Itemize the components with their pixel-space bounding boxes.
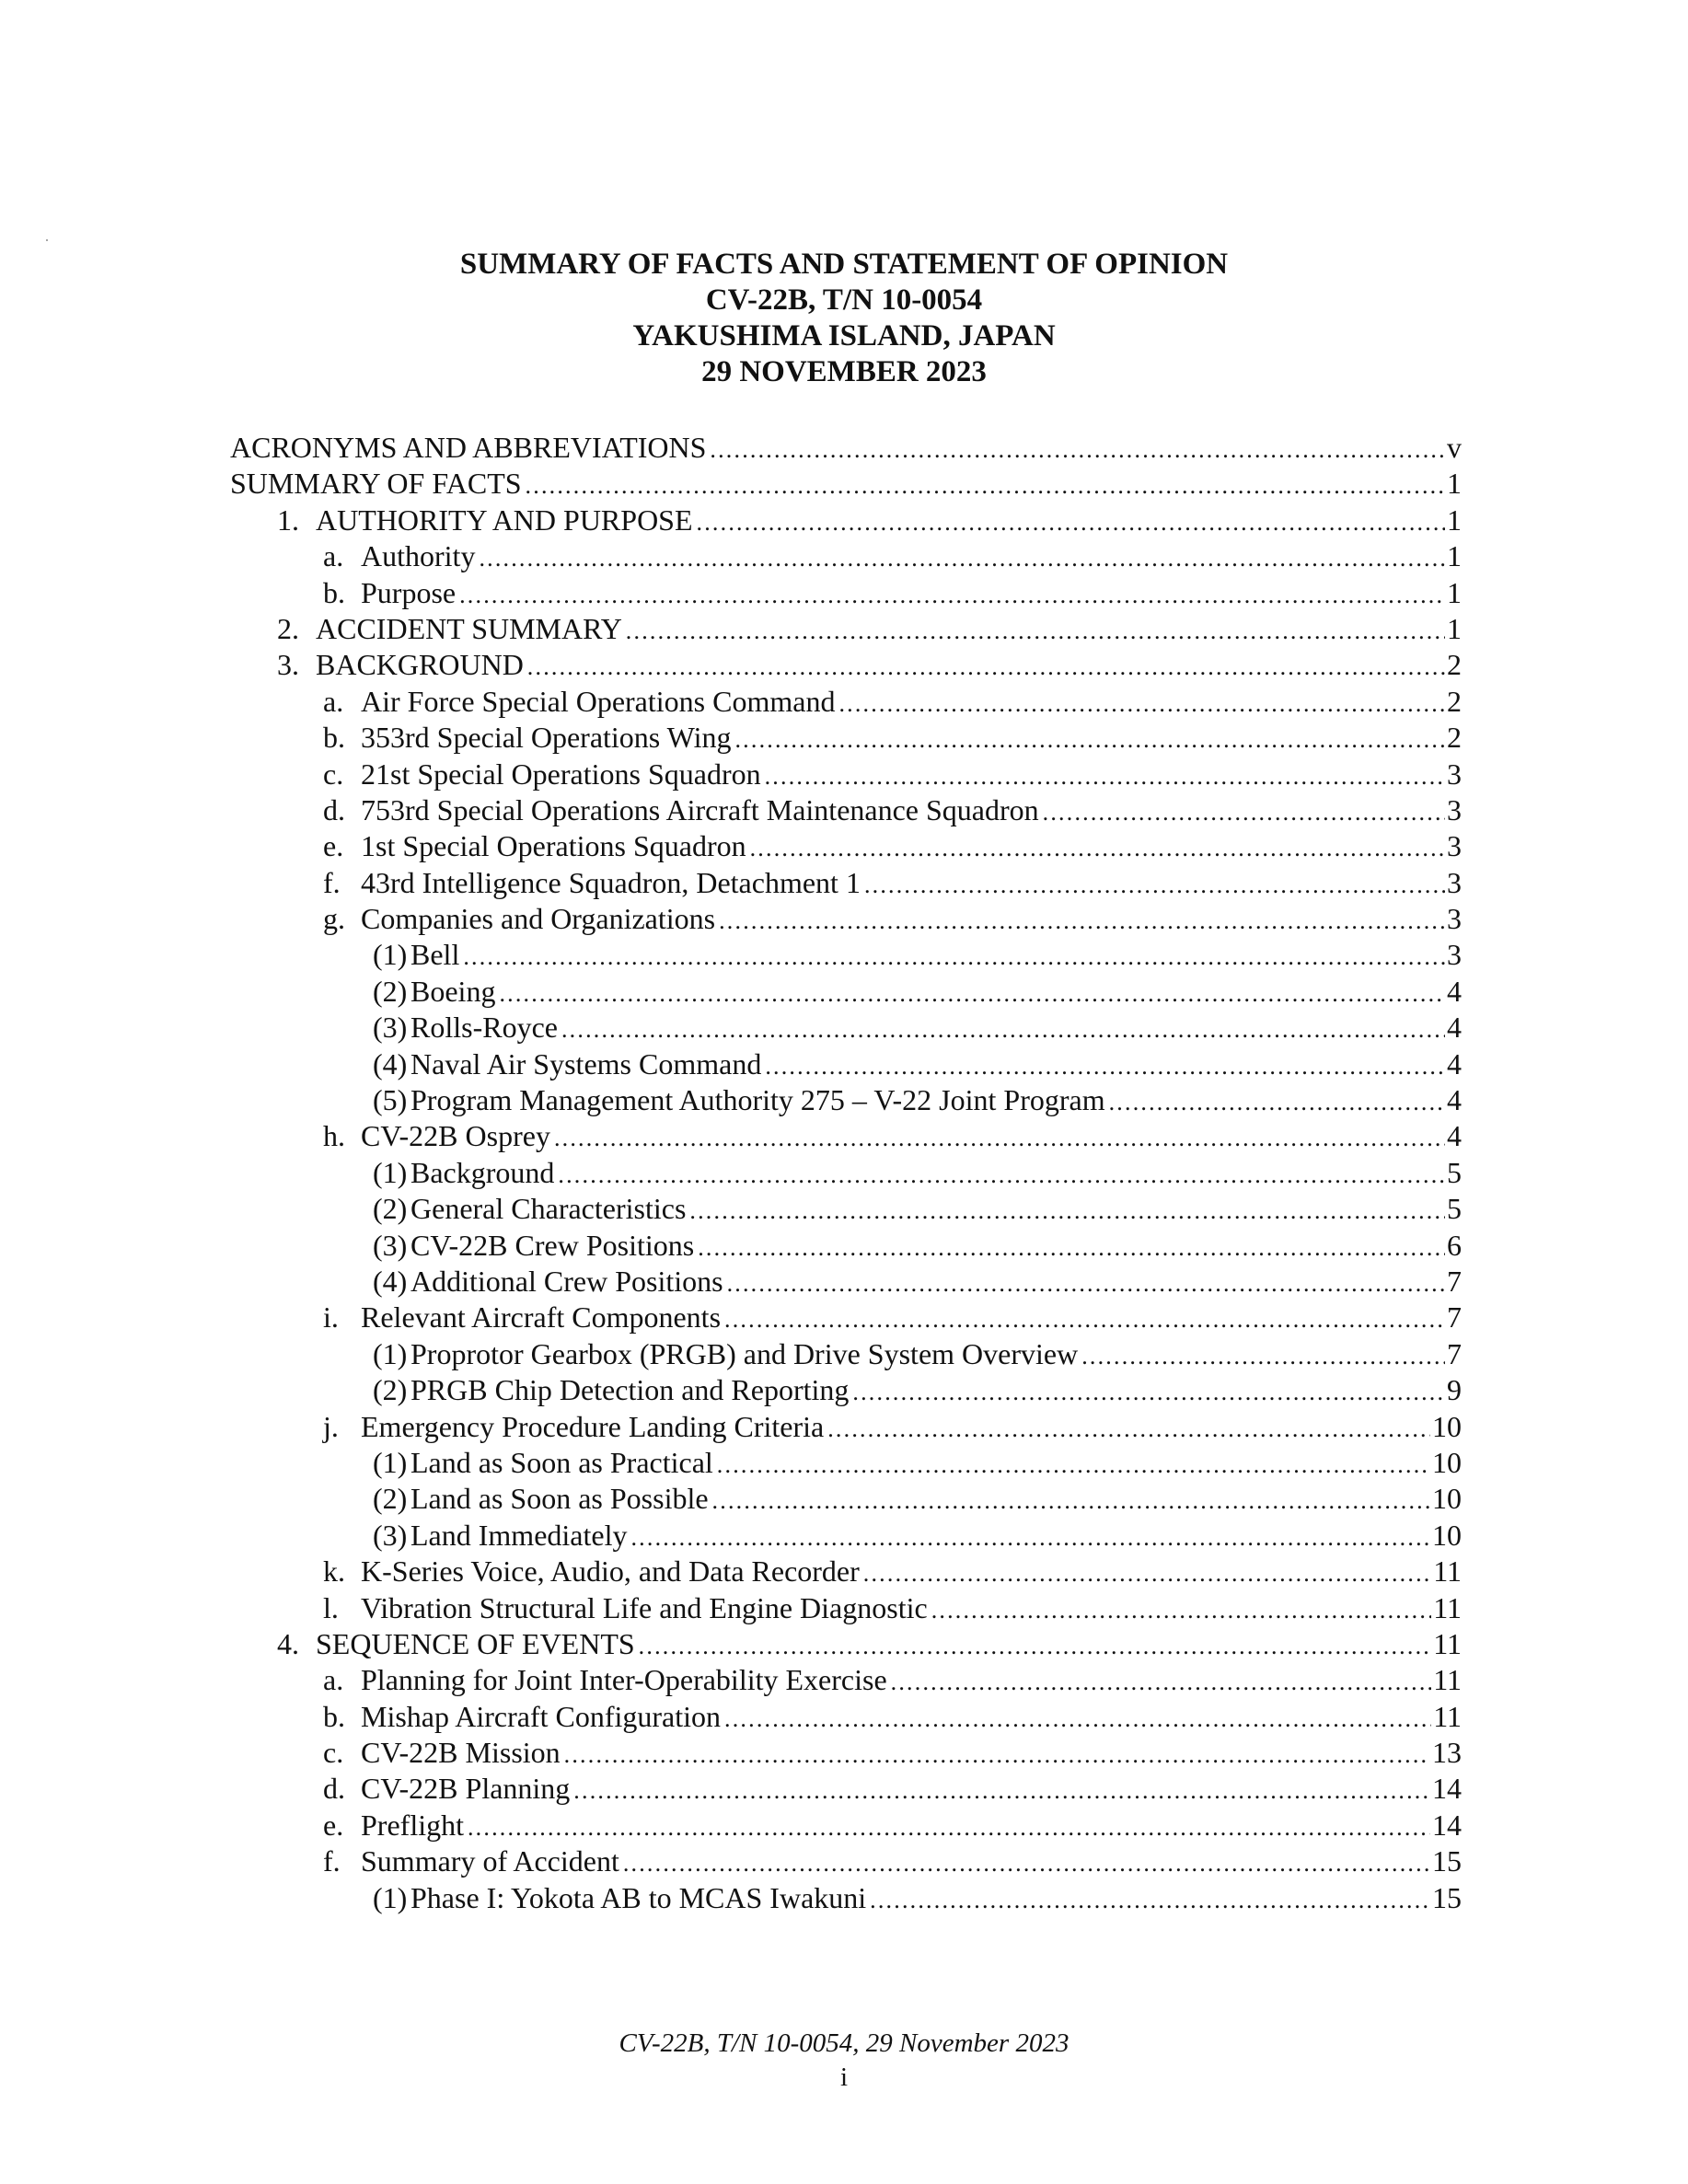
dot-leader <box>697 509 1445 537</box>
dot-leader <box>870 1887 1430 1914</box>
toc-entry-page: 15 <box>1432 1880 1462 1914</box>
dot-leader <box>734 726 1445 754</box>
dot-leader <box>852 1379 1445 1406</box>
dot-leader <box>827 1416 1430 1443</box>
toc-entry-title: Land as Soon as Practical <box>410 1445 713 1479</box>
toc-entry-title: Vibration Structural Life and Engine Diagnostic <box>361 1590 928 1624</box>
toc-entry-page: 1 <box>1447 539 1462 573</box>
dot-leader <box>1081 1343 1445 1370</box>
toc-entry-page: 11 <box>1433 1699 1462 1733</box>
toc-entry[interactable] <box>230 1011 1462 1046</box>
dot-leader <box>639 1633 1432 1660</box>
toc-entry[interactable] <box>230 1808 1462 1844</box>
toc-entry-number: (1) <box>373 1336 408 1370</box>
toc-entry[interactable] <box>230 1300 1462 1336</box>
toc-entry-number: f. <box>323 1844 341 1878</box>
toc-entry-title: Bell <box>410 938 460 972</box>
toc-entry-page: 11 <box>1433 1626 1462 1660</box>
page-footer <box>0 2027 1688 2095</box>
toc-entry-page: 5 <box>1447 1192 1462 1226</box>
toc-entry-number: 3. <box>277 648 299 682</box>
toc-entry-page: 7 <box>1447 1336 1462 1370</box>
dot-leader <box>561 1016 1445 1044</box>
header-aircraft: CV-22B, T/N 10-0054 <box>705 283 983 317</box>
toc-entry[interactable] <box>230 1700 1462 1736</box>
toc-entry[interactable] <box>230 1229 1462 1265</box>
toc-entry[interactable] <box>230 793 1462 829</box>
toc-entry[interactable] <box>230 685 1462 721</box>
toc-entry-title: Additional Crew Positions <box>410 1264 723 1298</box>
toc-entry-page: 2 <box>1447 684 1462 718</box>
toc-entry[interactable] <box>230 1591 1462 1627</box>
dot-leader <box>463 943 1445 971</box>
toc-entry[interactable] <box>230 1736 1462 1772</box>
dot-leader <box>710 436 1445 464</box>
toc-entry-page: 4 <box>1447 1046 1462 1080</box>
toc-entry-title: CV-22B Planning <box>361 1772 571 1806</box>
scan-speck <box>46 239 48 241</box>
dot-leader <box>499 980 1445 1008</box>
toc-entry-page: 3 <box>1447 938 1462 972</box>
toc-entry-number: 4. <box>277 1626 299 1660</box>
toc-entry-page: 15 <box>1432 1844 1462 1878</box>
toc-entry-number: 2. <box>277 611 299 645</box>
toc-entry-number: (1) <box>373 1155 408 1189</box>
toc-entry-number: b. <box>323 721 345 755</box>
toc-entry-page: 10 <box>1432 1482 1462 1516</box>
toc-entry-number: i. <box>323 1300 339 1335</box>
dot-leader <box>765 763 1445 791</box>
toc-entry-title: Boeing <box>410 974 496 1008</box>
toc-entry-title: Land as Soon as Possible <box>410 1482 709 1516</box>
document-header <box>0 247 1688 390</box>
toc-entry-page: 14 <box>1432 1808 1462 1842</box>
toc-entry[interactable] <box>230 1156 1462 1192</box>
toc-entry-title: ACCIDENT SUMMARY <box>316 611 622 645</box>
toc-entry-title: Background <box>410 1155 555 1189</box>
toc-entry-title: 1st Special Operations Squadron <box>361 829 746 863</box>
toc-entry-number: a. <box>323 684 344 718</box>
toc-entry[interactable] <box>230 503 1462 539</box>
toc-entry-title: Program Management Authority 275 – V-22 Joint Program <box>410 1083 1105 1117</box>
toc-entry-title: 753rd Special Operations Aircraft Maintenance Squadron <box>361 792 1039 826</box>
toc-entry-title: CV-22B Crew Positions <box>410 1228 695 1262</box>
toc-entry[interactable] <box>230 612 1462 648</box>
toc-entry-number: h. <box>323 1119 345 1153</box>
toc-entry-number: (1) <box>373 1445 408 1479</box>
dot-leader <box>712 1487 1430 1515</box>
toc-entry-number: (2) <box>373 1192 408 1226</box>
toc-entry-title: Planning for Joint Inter-Operability Exercise <box>361 1663 887 1697</box>
toc-entry[interactable] <box>230 1663 1462 1699</box>
dot-leader <box>727 1270 1445 1298</box>
toc-entry[interactable] <box>230 1265 1462 1300</box>
dot-leader <box>698 1234 1445 1262</box>
dot-leader <box>630 1524 1430 1552</box>
toc-entry-number: b. <box>323 1699 345 1733</box>
dot-leader <box>1109 1089 1445 1116</box>
toc-entry[interactable] <box>230 1482 1462 1518</box>
toc-entry-title: Phase I: Yokota AB to MCAS Iwakuni <box>410 1880 867 1914</box>
toc-entry-number: (2) <box>373 974 408 1008</box>
toc-entry[interactable] <box>230 1373 1462 1409</box>
toc-entry-title: Preflight <box>361 1808 464 1842</box>
toc-entry-page: 7 <box>1447 1264 1462 1298</box>
toc-entry-page: 7 <box>1447 1300 1462 1335</box>
toc-entry-page: 14 <box>1432 1772 1462 1806</box>
toc-entry-page: 13 <box>1432 1736 1462 1770</box>
toc-entry-title: BACKGROUND <box>316 648 524 682</box>
toc-entry[interactable] <box>230 1881 1462 1917</box>
dot-leader <box>717 1451 1430 1479</box>
toc-entry-title: Naval Air Systems Command <box>410 1046 762 1080</box>
toc-entry[interactable] <box>230 1627 1462 1663</box>
toc-entry-number: (2) <box>373 1482 408 1516</box>
dot-leader <box>479 545 1445 572</box>
toc-entry-title: Land Immediately <box>410 1518 628 1552</box>
dot-leader <box>765 1053 1445 1080</box>
toc-entry-number: b. <box>323 575 345 609</box>
toc-entry-title: PRGB Chip Detection and Reporting <box>410 1373 850 1407</box>
toc-entry-page: 11 <box>1433 1590 1462 1624</box>
toc-entry[interactable] <box>230 829 1462 865</box>
toc-entry-title: CV-22B Mission <box>361 1736 561 1770</box>
toc-entry-title: Air Force Special Operations Command <box>361 684 836 718</box>
toc-entry[interactable] <box>230 1554 1462 1590</box>
toc-entry-page: 10 <box>1432 1445 1462 1479</box>
toc-entry-title: Emergency Procedure Landing Criteria <box>361 1409 825 1443</box>
toc-entry-page: 1 <box>1447 611 1462 645</box>
dot-leader <box>468 1814 1430 1842</box>
toc-entry-title: Purpose <box>361 575 457 609</box>
toc-entry-number: (5) <box>373 1083 408 1117</box>
toc-entry-page: 5 <box>1447 1155 1462 1189</box>
toc-entry-title: 353rd Special Operations Wing <box>361 721 732 755</box>
toc-entry-title: K-Series Voice, Audio, and Data Recorder <box>361 1554 860 1589</box>
toc-entry-number: (3) <box>373 1228 408 1262</box>
toc-entry[interactable] <box>230 1119 1462 1155</box>
toc-entry-title: Authority <box>361 539 476 573</box>
dot-leader <box>1043 799 1445 826</box>
toc-entry-page: 4 <box>1447 1011 1462 1045</box>
toc-entry-title: Proprotor Gearbox (PRGB) and Drive System Overview <box>410 1336 1079 1370</box>
toc-entry-title: Summary of Accident <box>361 1844 619 1878</box>
toc-entry-number: (3) <box>373 1518 408 1552</box>
dot-leader <box>573 1777 1430 1805</box>
page-number: i <box>839 2063 849 2092</box>
dot-leader <box>719 907 1445 935</box>
toc-entry-number: c. <box>323 757 344 791</box>
dot-leader <box>838 690 1445 718</box>
toc-entry-number: (3) <box>373 1011 408 1045</box>
toc-entry-number: d. <box>323 1772 345 1806</box>
dot-leader <box>564 1741 1430 1769</box>
toc-entry-number: c. <box>323 1736 344 1770</box>
toc-entry-number: (1) <box>373 1880 408 1914</box>
toc-entry-page: 3 <box>1447 792 1462 826</box>
dot-leader <box>863 1560 1431 1588</box>
toc-entry-title: Mishap Aircraft Configuration <box>361 1699 722 1733</box>
toc-entry[interactable] <box>230 757 1462 793</box>
toc-entry-page: 1 <box>1447 503 1462 537</box>
toc-entry-page: 3 <box>1447 829 1462 863</box>
toc-entry-title: Relevant Aircraft Components <box>361 1300 722 1335</box>
toc-entry-page: 10 <box>1432 1409 1462 1443</box>
toc-entry-number: 1. <box>277 503 299 537</box>
toc-entry-number: k. <box>323 1554 345 1589</box>
toc-entry-title: 43rd Intelligence Squadron, Detachment 1 <box>361 865 861 899</box>
toc-entry-number: j. <box>323 1409 339 1443</box>
toc-entry-title: 21st Special Operations Squadron <box>361 757 761 791</box>
toc-entry-page: 2 <box>1447 648 1462 682</box>
toc-entry-page: 3 <box>1447 902 1462 936</box>
toc-entry-page: 11 <box>1433 1663 1462 1697</box>
toc-entry[interactable] <box>230 721 1462 757</box>
toc-entry[interactable] <box>230 1446 1462 1482</box>
toc-entry[interactable] <box>230 467 1462 503</box>
toc-entry-number: e. <box>323 1808 344 1842</box>
toc-entry-page: 4 <box>1447 1119 1462 1153</box>
toc-entry[interactable] <box>230 1844 1462 1880</box>
toc-entry-page: 1 <box>1447 575 1462 609</box>
toc-entry-title: AUTHORITY AND PURPOSE <box>316 503 693 537</box>
toc-entry-number: a. <box>323 1663 344 1697</box>
toc-entry-number: l. <box>323 1590 339 1624</box>
toc-entry-title: SUMMARY OF FACTS <box>230 467 522 501</box>
dot-leader <box>626 618 1445 645</box>
toc-entry[interactable] <box>230 431 1462 467</box>
toc-entry[interactable] <box>230 1192 1462 1228</box>
toc-entry[interactable] <box>230 1083 1462 1119</box>
toc-entry-number: (2) <box>373 1373 408 1407</box>
toc-entry-page: 3 <box>1447 865 1462 899</box>
toc-entry-number: a. <box>323 539 344 573</box>
toc-entry[interactable] <box>230 1047 1462 1083</box>
toc-entry-page: 4 <box>1447 1083 1462 1117</box>
dot-leader <box>864 872 1445 899</box>
toc-entry[interactable] <box>230 975 1462 1011</box>
toc-entry-page: 10 <box>1432 1518 1462 1552</box>
toc-entry-number: f. <box>323 865 341 899</box>
toc-entry-page: v <box>1447 431 1462 464</box>
header-location: YAKUSHIMA ISLAND, JAPAN <box>632 319 1056 352</box>
dot-leader <box>527 653 1445 681</box>
dot-leader <box>724 1306 1445 1334</box>
dot-leader <box>459 582 1445 609</box>
toc-entry-title: SEQUENCE OF EVENTS <box>316 1626 635 1660</box>
toc-entry-number: d. <box>323 792 345 826</box>
dot-leader <box>931 1597 1432 1624</box>
toc-entry-title: CV-22B Osprey <box>361 1119 550 1153</box>
toc-entry-title: Companies and Organizations <box>361 902 716 936</box>
dot-leader <box>750 835 1445 862</box>
toc-entry[interactable] <box>230 576 1462 612</box>
dot-leader <box>554 1125 1445 1152</box>
toc-entry-number: (4) <box>373 1264 408 1298</box>
dot-leader <box>623 1850 1430 1878</box>
table-of-contents <box>230 431 1462 1917</box>
toc-entry-number: g. <box>323 902 345 936</box>
toc-entry-page: 6 <box>1447 1228 1462 1262</box>
toc-entry[interactable] <box>230 1337 1462 1373</box>
toc-entry-page: 1 <box>1447 467 1462 501</box>
toc-entry-page: 9 <box>1447 1373 1462 1407</box>
toc-entry[interactable] <box>230 866 1462 902</box>
toc-entry[interactable] <box>230 902 1462 938</box>
toc-entry[interactable] <box>230 648 1462 684</box>
dot-leader <box>558 1161 1445 1189</box>
toc-entry-page: 3 <box>1447 757 1462 791</box>
toc-entry[interactable] <box>230 539 1462 575</box>
toc-entry[interactable] <box>230 1519 1462 1554</box>
toc-entry-title: Rolls-Royce <box>410 1011 558 1045</box>
dot-leader <box>724 1705 1431 1733</box>
header-title: SUMMARY OF FACTS AND STATEMENT OF OPINION <box>459 248 1229 281</box>
toc-entry[interactable] <box>230 938 1462 974</box>
toc-entry-page: 4 <box>1447 974 1462 1008</box>
dot-leader <box>689 1197 1445 1225</box>
toc-entry-page: 2 <box>1447 721 1462 755</box>
toc-entry-number: (1) <box>373 938 408 972</box>
toc-entry-number: (4) <box>373 1046 408 1080</box>
toc-entry[interactable] <box>230 1410 1462 1446</box>
dot-leader <box>891 1669 1432 1696</box>
toc-entry-number: e. <box>323 829 344 863</box>
toc-entry-title: ACRONYMS AND ABBREVIATIONS <box>230 431 707 464</box>
toc-entry-page: 11 <box>1433 1554 1462 1589</box>
footer-title: CV-22B, T/N 10-0054, 29 November 2023 <box>619 2028 1069 2058</box>
header-date: 29 NOVEMBER 2023 <box>701 355 987 388</box>
toc-entry-title: General Characteristics <box>410 1192 687 1226</box>
dot-leader <box>526 472 1445 500</box>
toc-entry[interactable] <box>230 1772 1462 1808</box>
